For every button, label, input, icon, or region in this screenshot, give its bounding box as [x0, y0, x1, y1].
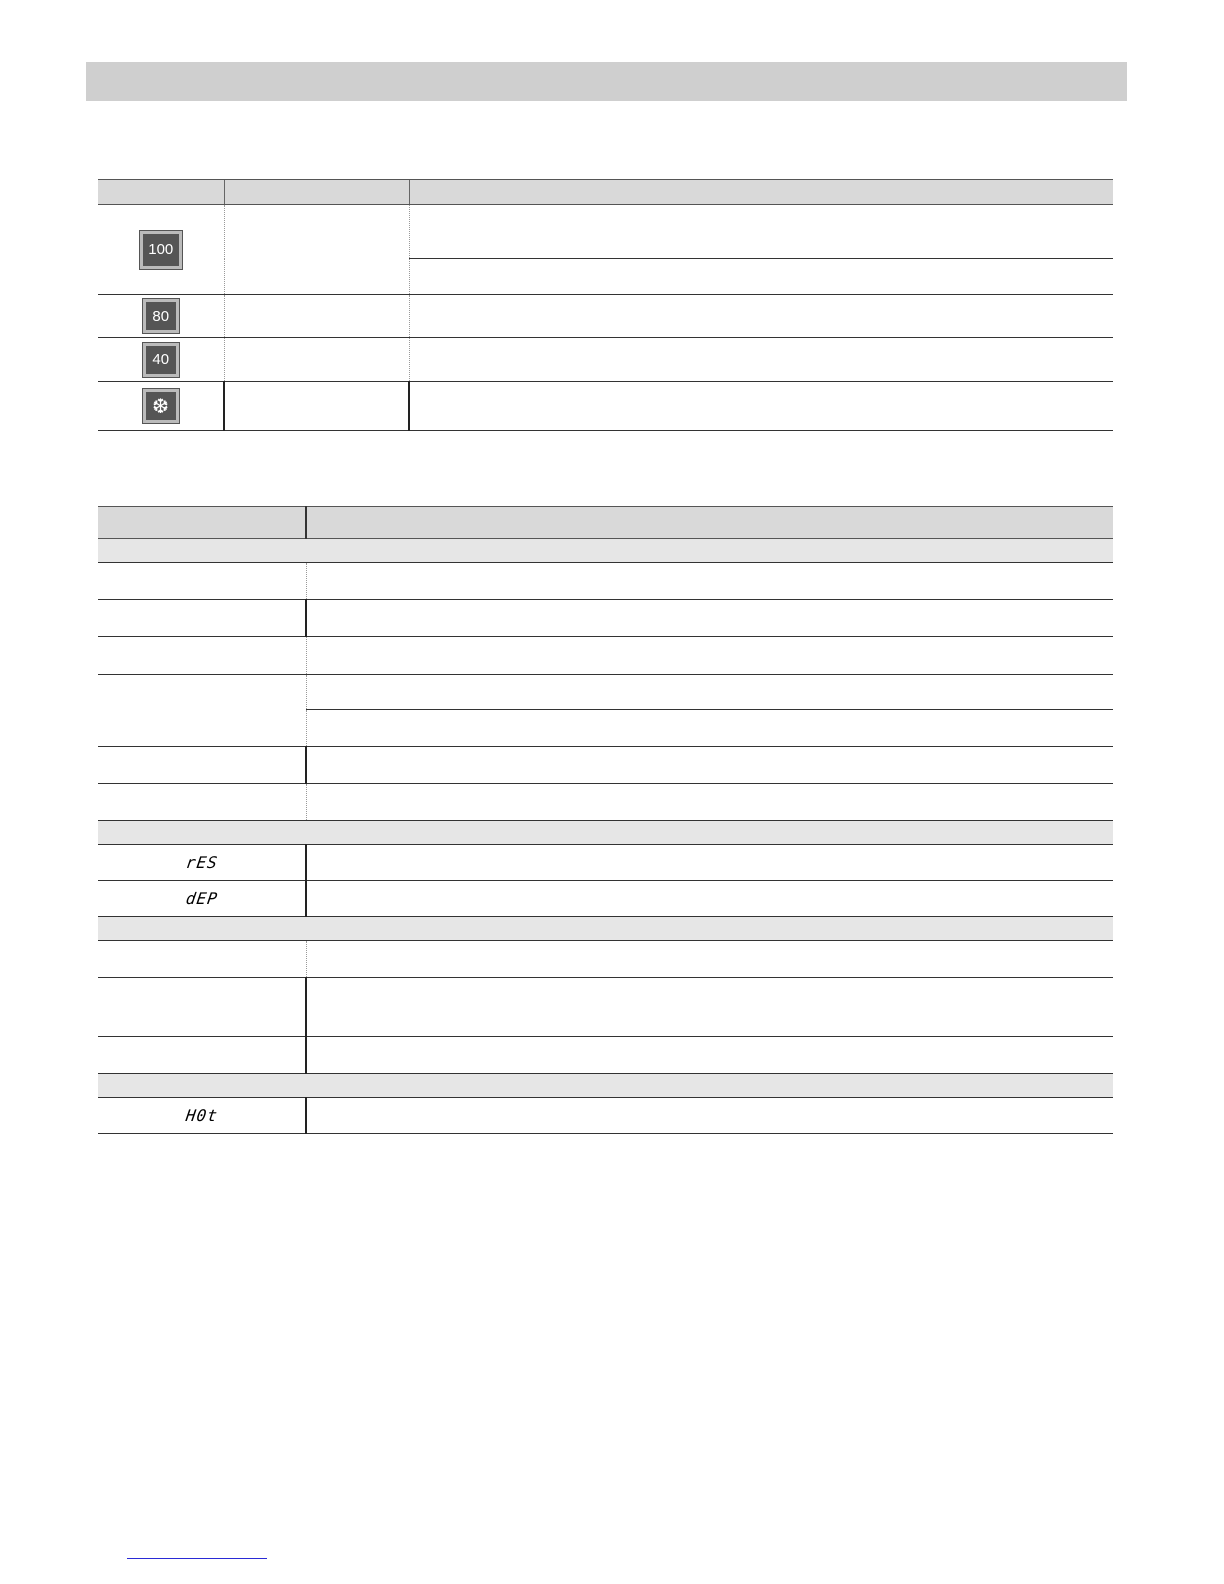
table-cell [306, 675, 1113, 710]
group-row [98, 1074, 1113, 1098]
table-cell [98, 784, 306, 821]
table-cell [306, 1098, 1113, 1134]
display-code-res: rES [184, 853, 219, 872]
header-cell [98, 507, 306, 539]
code-cell [98, 845, 306, 881]
table-row [98, 382, 1113, 431]
table-cell [306, 747, 1113, 784]
table-cell [306, 1037, 1113, 1074]
icon-cell [98, 382, 224, 431]
table-cell [306, 784, 1113, 821]
table-row [98, 784, 1113, 821]
table-cell [306, 600, 1113, 637]
group-row [98, 821, 1113, 845]
snowflake-icon: ❆ [143, 389, 179, 423]
table-cell [98, 978, 306, 1037]
header-cell [409, 180, 1113, 205]
table-cell [306, 978, 1113, 1037]
section-title-bar [86, 62, 1127, 101]
table-cell [409, 205, 1113, 259]
header-cell [224, 180, 409, 205]
group-cell [98, 917, 1113, 941]
table-header-row [98, 507, 1113, 539]
group-row [98, 917, 1113, 941]
power-100-icon: 100 [140, 231, 182, 269]
group-cell [98, 1074, 1113, 1098]
table-cell [306, 637, 1113, 675]
table-cell [409, 259, 1113, 295]
power-40-icon: 40 [143, 343, 179, 377]
table-cell [98, 600, 306, 637]
group-row [98, 539, 1113, 563]
table-cell [409, 382, 1113, 431]
display-code-hot: H0t [184, 1106, 219, 1125]
power-levels-table [98, 179, 1113, 431]
header-cell [306, 507, 1113, 539]
table-row [98, 1037, 1113, 1074]
table-cell [98, 637, 306, 675]
table-row [98, 563, 1113, 600]
table-cell [224, 295, 409, 338]
group-cell [98, 539, 1113, 563]
icon-cell [98, 295, 224, 338]
table-cell [98, 675, 306, 747]
table-row [98, 978, 1113, 1037]
table-cell [409, 295, 1113, 338]
table-row [98, 881, 1113, 917]
table-cell [306, 845, 1113, 881]
code-cell [98, 1098, 306, 1134]
table-cell [306, 941, 1113, 978]
code-cell [98, 881, 306, 917]
table-cell [98, 747, 306, 784]
table-row [98, 1098, 1113, 1134]
table-row [98, 747, 1113, 784]
display-code-dep: dEP [184, 889, 219, 908]
power-80-icon: 80 [143, 299, 179, 333]
table-cell [224, 338, 409, 382]
table-row [98, 205, 1113, 259]
table-row [98, 637, 1113, 675]
table-cell [98, 941, 306, 978]
header-cell [98, 180, 224, 205]
table-cell [306, 710, 1113, 747]
table-row [98, 295, 1113, 338]
table-cell [306, 881, 1113, 917]
table-header-row [98, 180, 1113, 205]
table-row [98, 845, 1113, 881]
icon-cell [98, 338, 224, 382]
table-cell [409, 338, 1113, 382]
table-cell [98, 1037, 306, 1074]
table-cell [224, 205, 409, 295]
table-cell [224, 382, 409, 431]
footer-link-underline[interactable] [127, 1558, 267, 1559]
table-row [98, 675, 1113, 710]
table-cell [306, 563, 1113, 600]
table-cell [98, 563, 306, 600]
group-cell [98, 821, 1113, 845]
table-row [98, 338, 1113, 382]
display-codes-table [98, 506, 1113, 1134]
icon-cell [98, 205, 224, 295]
table-row [98, 941, 1113, 978]
table-row [98, 600, 1113, 637]
